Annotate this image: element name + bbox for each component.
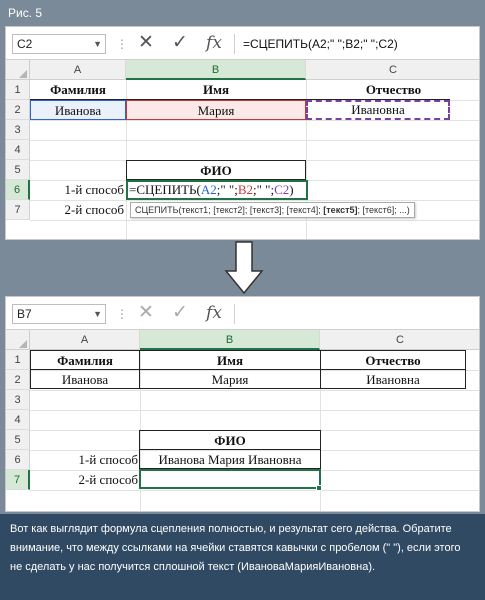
function-icon[interactable]: fx <box>206 33 222 53</box>
row-header-4-2[interactable]: 4 <box>6 410 30 430</box>
name-box-2[interactable] <box>12 304 106 324</box>
cell-c1-2[interactable]: Отчество <box>320 350 466 370</box>
row-header-4[interactable]: 4 <box>6 140 30 160</box>
bottom-excel-window <box>5 296 480 512</box>
row-header-6[interactable]: 6 <box>6 180 30 200</box>
cell-b6-editing[interactable] <box>126 180 308 200</box>
description-text: Вот как выглядит формула сцепления полностью, и результат сего действа. Обратите внимание, что между ссылками на ячейки ставятся кавычки с пробелом (" "), если этого не сделать у нас получится сплошной текст (ИвановаМарияИвановна). <box>0 514 485 600</box>
figure-caption: Рис. 5 <box>8 6 43 20</box>
cell-a2[interactable]: Иванова <box>30 100 126 120</box>
cell-b6-result[interactable]: Иванова Мария Ивановна <box>139 449 321 469</box>
cell-b7-selected[interactable] <box>139 469 321 489</box>
column-header-a-2[interactable]: A <box>30 330 140 350</box>
spreadsheet-grid-2 <box>6 330 479 512</box>
dropdown-arrow-icon[interactable]: ▼ <box>93 309 102 319</box>
tooltip-args-active: [текст5] <box>323 205 358 215</box>
cell-b1[interactable]: Имя <box>203 82 229 97</box>
formula-sep-1: ;" "; <box>216 182 238 197</box>
fill-handle[interactable] <box>316 485 322 491</box>
enter-icon[interactable]: ✓ <box>172 32 188 53</box>
cell-a1[interactable]: Фамилия <box>50 82 106 97</box>
column-header-c-2[interactable]: C <box>320 330 480 350</box>
function-icon[interactable]: fx <box>206 303 222 323</box>
column-header-a[interactable]: A <box>30 60 126 80</box>
column-header-b-2[interactable]: B <box>140 330 320 350</box>
name-box-value: C2 <box>17 37 33 51</box>
row-header-3[interactable]: 3 <box>6 120 30 140</box>
row-header-7[interactable]: 7 <box>6 200 30 220</box>
cell-b2[interactable]: Мария <box>126 100 306 120</box>
dropdown-arrow-icon[interactable]: ▼ <box>93 39 102 49</box>
formula-suffix: ) <box>289 182 294 197</box>
formula-ref-a2: A2 <box>200 182 217 197</box>
formula-ref-b2: B2 <box>237 182 253 197</box>
cell-b5-fio-header-2[interactable]: ФИО <box>139 430 321 450</box>
row-header-2-2[interactable]: 2 <box>6 370 30 390</box>
cancel-icon[interactable]: ✕ <box>138 302 154 323</box>
column-header-b[interactable]: B <box>126 60 306 80</box>
formula-input[interactable]: =СЦЕПИТЬ(A2;" ";B2;" ";C2) <box>234 34 473 54</box>
cell-c1[interactable]: Отчество <box>365 82 422 97</box>
row-header-2[interactable]: 2 <box>6 100 30 120</box>
cell-b1-2[interactable]: Имя <box>139 350 321 370</box>
row-header-7-2[interactable]: 7 <box>6 470 30 490</box>
cell-c2[interactable]: Ивановна <box>306 100 450 120</box>
spreadsheet-grid <box>6 60 479 240</box>
cell-c2-2[interactable]: Ивановна <box>320 369 466 389</box>
formula-bar-grip-2[interactable]: ⋮ <box>116 307 127 321</box>
name-box-value-2: B7 <box>17 307 32 321</box>
select-all-corner[interactable] <box>6 60 30 80</box>
row-header-3-2[interactable]: 3 <box>6 390 30 410</box>
function-tooltip[interactable] <box>130 202 415 218</box>
row-header-5-2[interactable]: 5 <box>6 430 30 450</box>
cancel-icon[interactable]: ✕ <box>138 32 154 53</box>
column-headers <box>6 60 479 80</box>
column-header-c[interactable]: C <box>306 60 480 80</box>
row-header-5[interactable]: 5 <box>6 160 30 180</box>
row-header-6-2[interactable]: 6 <box>6 450 30 470</box>
row-header-1-2[interactable]: 1 <box>6 350 30 370</box>
formula-bar-grip[interactable]: ⋮ <box>116 37 127 51</box>
cell-a1-2[interactable]: Фамилия <box>30 350 140 370</box>
cell-a6-method1[interactable]: 1-й способ <box>64 182 124 197</box>
top-excel-window <box>5 26 480 240</box>
tooltip-function: СЦЕПИТЬ( <box>135 205 182 215</box>
cell-a2-2[interactable]: Иванова <box>30 369 140 389</box>
tooltip-args-pre: текст1; [текст2]; [текст3]; [текст4]; <box>181 205 324 215</box>
formula-sep-2: ;" "; <box>253 182 275 197</box>
down-arrow-icon <box>224 241 264 295</box>
select-all-corner-2[interactable] <box>6 330 30 350</box>
formula-ref-c2: C2 <box>274 182 290 197</box>
formula-bar <box>6 27 479 60</box>
cell-b2-2[interactable]: Мария <box>139 369 321 389</box>
formula-input-2[interactable] <box>234 304 473 324</box>
enter-icon[interactable]: ✓ <box>172 302 188 323</box>
formula-bar-2 <box>6 297 479 330</box>
cell-b5-fio-header[interactable]: ФИО <box>126 160 306 180</box>
cell-a7-method2[interactable]: 2-й способ <box>64 202 124 217</box>
formula-prefix: =СЦЕПИТЬ( <box>129 182 201 197</box>
tooltip-args-post: ; [текст6]; ...) <box>357 205 410 215</box>
row-header-1[interactable]: 1 <box>6 80 30 100</box>
cell-a7-method2-2[interactable]: 2-й способ <box>78 472 138 487</box>
column-headers-2 <box>6 330 479 350</box>
name-box[interactable] <box>12 34 106 54</box>
cell-a6-method1-2[interactable]: 1-й способ <box>78 452 138 467</box>
